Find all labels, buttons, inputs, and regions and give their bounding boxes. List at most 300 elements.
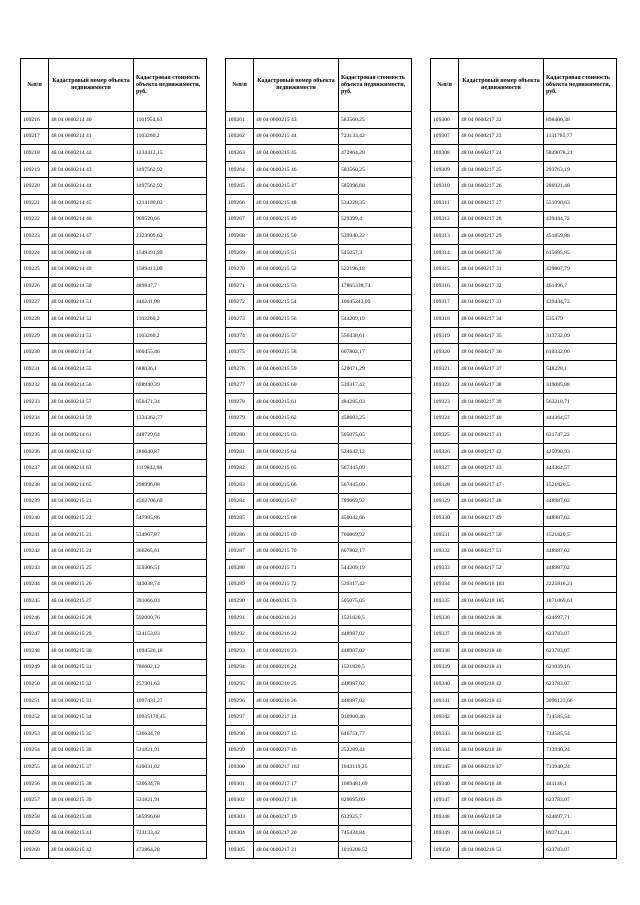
tables-area bbox=[20, 58, 616, 853]
cadastral-value: 448987,02 bbox=[544, 560, 617, 577]
table-header-row bbox=[21, 59, 207, 112]
table-row bbox=[21, 808, 207, 825]
table-row bbox=[226, 377, 412, 394]
cadastral-value: 860455,46 bbox=[134, 344, 207, 361]
cadastral-value: 607802,17 bbox=[339, 543, 412, 560]
cadastral-number: 48 04 0600215 63 bbox=[254, 427, 339, 444]
header-cadastral-value: Кадастровая стоимость объекта недвижимости, руб. bbox=[544, 59, 617, 112]
cadastral-number: 48 04 0600216 24 bbox=[254, 659, 339, 676]
row-number: 109349 bbox=[431, 825, 459, 842]
row-number: 109343 bbox=[431, 725, 459, 742]
cadastral-number: 48 04 0600214 46 bbox=[49, 211, 134, 228]
cadastral-value: 1131785,77 bbox=[544, 128, 617, 145]
table-row bbox=[21, 460, 207, 477]
cadastral-value: 534228,35 bbox=[339, 194, 412, 211]
row-number: 109339 bbox=[431, 659, 459, 676]
cadastral-value: 444364,57 bbox=[544, 460, 617, 477]
cadastral-value: 556438,61 bbox=[339, 327, 412, 344]
table-row bbox=[226, 228, 412, 245]
cadastral-value: 446241,08 bbox=[134, 294, 207, 311]
table-row bbox=[21, 294, 207, 311]
cadastral-number: 48 04 0600215 71 bbox=[254, 560, 339, 577]
row-number: 109290 bbox=[226, 593, 254, 610]
cadastral-number: 48 04 0600215 38 bbox=[49, 775, 134, 792]
table-row bbox=[431, 360, 617, 377]
row-number: 109268 bbox=[226, 228, 254, 245]
table-row bbox=[21, 626, 207, 643]
row-number: 109220 bbox=[21, 178, 49, 195]
cadastral-value: 529399,4 bbox=[339, 211, 412, 228]
cadastral-number: 48 04 0600216 21 bbox=[254, 609, 339, 626]
table-row bbox=[21, 145, 207, 162]
table-row bbox=[226, 360, 412, 377]
cadastral-number: 48 04 0600215 73 bbox=[254, 593, 339, 610]
cadastral-number: 48 04 0600215 50 bbox=[254, 228, 339, 245]
table-row bbox=[21, 676, 207, 693]
cadastral-value: 2323909,62 bbox=[134, 228, 207, 245]
row-number: 109304 bbox=[226, 825, 254, 842]
table-row bbox=[21, 725, 207, 742]
cadastral-number: 48 04 0600217 27 bbox=[459, 194, 544, 211]
cadastral-value: 448729,64 bbox=[134, 427, 207, 444]
cadastral-value: 544209,19 bbox=[339, 311, 412, 328]
table-row bbox=[226, 344, 412, 361]
cadastral-number: 48 04 0600217 40 bbox=[459, 410, 544, 427]
row-number: 109250 bbox=[21, 676, 49, 693]
row-number: 109337 bbox=[431, 626, 459, 643]
table-row bbox=[226, 477, 412, 494]
row-number: 109327 bbox=[431, 460, 459, 477]
cadastral-value: 3096123,66 bbox=[544, 692, 617, 709]
cadastral-value: 441146,1 bbox=[544, 775, 617, 792]
row-number: 109336 bbox=[431, 609, 459, 626]
table-row bbox=[226, 825, 412, 842]
cadastral-number: 48 04 0600218 44 bbox=[459, 709, 544, 726]
cadastral-value: 969520,66 bbox=[134, 211, 207, 228]
cadastral-value: 786602,12 bbox=[134, 659, 207, 676]
cadastral-value: 607802,17 bbox=[339, 344, 412, 361]
cadastral-value: 425090,93 bbox=[544, 443, 617, 460]
row-number: 109310 bbox=[431, 178, 459, 195]
table-row bbox=[226, 593, 412, 610]
table-row bbox=[21, 410, 207, 427]
cadastral-number: 48 04 0600217 38 bbox=[459, 377, 544, 394]
cadastral-value: 1549391,89 bbox=[134, 244, 207, 261]
cadastral-number: 48 04 0600215 23 bbox=[49, 526, 134, 543]
cadastral-value: 585996,68 bbox=[134, 808, 207, 825]
cadastral-number: 48 04 0600215 39 bbox=[49, 792, 134, 809]
cadastral-number: 48 04 0600214 54 bbox=[49, 344, 134, 361]
cadastral-number: 48 04 0600215 53 bbox=[254, 277, 339, 294]
row-number: 109219 bbox=[21, 161, 49, 178]
table-row bbox=[431, 112, 617, 129]
row-number: 109320 bbox=[431, 344, 459, 361]
table-row bbox=[431, 311, 617, 328]
table-row bbox=[21, 692, 207, 709]
cadastral-number: 48 04 0600217 42 bbox=[459, 443, 544, 460]
cadastral-value: 444364,57 bbox=[544, 410, 617, 427]
row-number: 109289 bbox=[226, 576, 254, 593]
table-row bbox=[21, 161, 207, 178]
table-row bbox=[226, 211, 412, 228]
row-number: 109246 bbox=[21, 609, 49, 626]
row-number: 109277 bbox=[226, 377, 254, 394]
table-row bbox=[226, 609, 412, 626]
row-number: 109301 bbox=[226, 775, 254, 792]
table-row bbox=[226, 808, 412, 825]
row-number: 109298 bbox=[226, 725, 254, 742]
cadastral-value: 563218,71 bbox=[544, 394, 617, 411]
row-number: 109350 bbox=[431, 842, 459, 859]
table-row bbox=[226, 427, 412, 444]
table-row bbox=[431, 427, 617, 444]
cadastral-value: 343038,74 bbox=[134, 576, 207, 593]
row-number: 109227 bbox=[21, 294, 49, 311]
cadastral-number: 48 04 0600217 41 bbox=[459, 427, 544, 444]
cadastral-number: 48 04 0600218 183 bbox=[459, 576, 544, 593]
row-number: 109340 bbox=[431, 676, 459, 693]
cadastral-value: 536634,78 bbox=[134, 725, 207, 742]
row-number: 109294 bbox=[226, 659, 254, 676]
cadastral-number: 48 04 0600215 31 bbox=[49, 659, 134, 676]
table-row bbox=[226, 775, 412, 792]
table-row bbox=[226, 394, 412, 411]
table-row bbox=[226, 543, 412, 560]
cadastral-value: 1163260,2 bbox=[134, 311, 207, 328]
cadastral-value: 484285,03 bbox=[339, 394, 412, 411]
table-row bbox=[226, 792, 412, 809]
cadastral-value: 615685,85 bbox=[544, 244, 617, 261]
cadastral-number: 48 04 0600214 44 bbox=[49, 178, 134, 195]
cadastral-number: 48 04 0600214 51 bbox=[49, 294, 134, 311]
table-row bbox=[226, 493, 412, 510]
cadastral-number: 48 04 0600214 59 bbox=[49, 410, 134, 427]
cadastral-number: 48 04 0600218 52 bbox=[459, 842, 544, 859]
table-row bbox=[226, 709, 412, 726]
row-number: 109299 bbox=[226, 742, 254, 759]
table-row bbox=[431, 277, 617, 294]
cadastral-value: 448987,02 bbox=[544, 510, 617, 527]
cadastral-number: 48 04 0600217 48 bbox=[459, 493, 544, 510]
table-row bbox=[431, 676, 617, 693]
table-row bbox=[226, 327, 412, 344]
cadastral-value: 10045243,09 bbox=[339, 294, 412, 311]
cadastral-value: 536634,78 bbox=[134, 775, 207, 792]
table-row bbox=[226, 410, 412, 427]
table-row bbox=[226, 510, 412, 527]
table-row bbox=[226, 294, 412, 311]
row-number: 109221 bbox=[21, 194, 49, 211]
row-number: 109266 bbox=[226, 194, 254, 211]
row-number: 109334 bbox=[431, 576, 459, 593]
row-number: 109243 bbox=[21, 560, 49, 577]
table-row bbox=[226, 244, 412, 261]
cadastral-number: 48 04 0600217 28 bbox=[459, 211, 544, 228]
cadastral-value: 551090,63 bbox=[544, 194, 617, 211]
row-number: 109237 bbox=[21, 460, 49, 477]
cadastral-value: 1214180,03 bbox=[134, 194, 207, 211]
table-row bbox=[431, 543, 617, 560]
table-row bbox=[21, 759, 207, 776]
table-row bbox=[226, 443, 412, 460]
cadastral-value: 319085,88 bbox=[544, 377, 617, 394]
cadastral-number: 48 04 0600218 50 bbox=[459, 808, 544, 825]
table-row bbox=[21, 277, 207, 294]
cadastral-number: 48 04 0600217 37 bbox=[459, 360, 544, 377]
cadastral-number: 48 04 0600215 48 bbox=[254, 194, 339, 211]
table-row bbox=[21, 112, 207, 129]
cadastral-number: 48 04 0600214 41 bbox=[49, 128, 134, 145]
row-number: 109249 bbox=[21, 659, 49, 676]
row-number: 109347 bbox=[431, 792, 459, 809]
table-row bbox=[226, 842, 412, 859]
table-row bbox=[431, 825, 617, 842]
cadastral-value: 1497562,92 bbox=[134, 161, 207, 178]
cadastral-number: 48 04 0600217 21 bbox=[254, 842, 339, 859]
row-number: 109318 bbox=[431, 311, 459, 328]
cadastral-value: 1589413,09 bbox=[134, 261, 207, 278]
cadastral-number: 48 04 0600215 61 bbox=[254, 394, 339, 411]
cadastral-number: 48 04 0600214 62 bbox=[49, 443, 134, 460]
cadastral-number: 48 04 0600215 51 bbox=[254, 244, 339, 261]
table-row bbox=[21, 311, 207, 328]
row-number: 109332 bbox=[431, 543, 459, 560]
cadastral-value: 583560,25 bbox=[339, 112, 412, 129]
registry-table-2 bbox=[225, 58, 412, 859]
cadastral-number: 48 04 0600217 20 bbox=[254, 825, 339, 842]
cadastral-value: 714585,54 bbox=[544, 709, 617, 726]
row-number: 109297 bbox=[226, 709, 254, 726]
row-number: 109229 bbox=[21, 327, 49, 344]
table-row bbox=[226, 178, 412, 195]
cadastral-value: 539317,42 bbox=[339, 377, 412, 394]
row-number: 109275 bbox=[226, 344, 254, 361]
row-number: 109240 bbox=[21, 510, 49, 527]
table-row bbox=[431, 792, 617, 809]
row-number: 109283 bbox=[226, 477, 254, 494]
row-number: 109344 bbox=[431, 742, 459, 759]
cadastral-value: 448987,02 bbox=[339, 692, 412, 709]
row-number: 109312 bbox=[431, 211, 459, 228]
row-number: 109293 bbox=[226, 643, 254, 660]
table-row bbox=[226, 576, 412, 593]
table-row bbox=[431, 261, 617, 278]
cadastral-number: 48 04 0600215 41 bbox=[49, 825, 134, 842]
cadastral-number: 48 04 0600215 69 bbox=[254, 526, 339, 543]
cadastral-value: 1097433,27 bbox=[134, 692, 207, 709]
table-row bbox=[226, 643, 412, 660]
cadastral-number: 48 04 0600215 32 bbox=[49, 676, 134, 693]
row-number: 109269 bbox=[226, 244, 254, 261]
table-row bbox=[431, 775, 617, 792]
cadastral-value: 5849078,21 bbox=[544, 145, 617, 162]
row-number: 109217 bbox=[21, 128, 49, 145]
table-row bbox=[226, 759, 412, 776]
cadastral-value: 439444,72 bbox=[544, 211, 617, 228]
cadastral-value: 898406,38 bbox=[544, 112, 617, 129]
cadastral-value: 458603,25 bbox=[339, 410, 412, 427]
cadastral-value: 1089481,69 bbox=[339, 775, 412, 792]
cadastral-value: 592000,76 bbox=[134, 609, 207, 626]
cadastral-number: 48 04 0600218 47 bbox=[459, 759, 544, 776]
table-body bbox=[226, 112, 412, 859]
row-number: 109254 bbox=[21, 742, 49, 759]
table-row bbox=[226, 725, 412, 742]
table-row bbox=[431, 526, 617, 543]
cadastral-number: 48 04 0600215 68 bbox=[254, 510, 339, 527]
cadastral-value: 359306,51 bbox=[134, 560, 207, 577]
cadastral-value: 621039,16 bbox=[544, 659, 617, 676]
cadastral-number: 48 04 0600217 24 bbox=[459, 145, 544, 162]
cadastral-number: 48 04 0600217 49 bbox=[459, 510, 544, 527]
cadastral-number: 48 04 0600218 39 bbox=[459, 626, 544, 643]
cadastral-number: 48 04 0600218 40 bbox=[459, 643, 544, 660]
table-row bbox=[431, 659, 617, 676]
cadastral-number: 48 04 0600215 43 bbox=[254, 112, 339, 129]
cadastral-number: 48 04 0600215 46 bbox=[254, 161, 339, 178]
registry-table-1 bbox=[20, 58, 207, 859]
table-row bbox=[21, 792, 207, 809]
cadastral-number: 48 04 0600217 30 bbox=[459, 244, 544, 261]
row-number: 109335 bbox=[431, 593, 459, 610]
cadastral-number: 48 04 0600217 25 bbox=[459, 161, 544, 178]
cadastral-number: 48 04 0600214 53 bbox=[49, 327, 134, 344]
cadastral-value: 632925,7 bbox=[339, 808, 412, 825]
cadastral-value: 1521820,5 bbox=[544, 526, 617, 543]
row-number: 109288 bbox=[226, 560, 254, 577]
table-row bbox=[431, 593, 617, 610]
row-number: 109313 bbox=[431, 228, 459, 245]
cadastral-number: 48 04 0600215 30 bbox=[49, 643, 134, 660]
cadastral-value: 1019200,52 bbox=[339, 842, 412, 859]
table-row bbox=[21, 709, 207, 726]
row-number: 109255 bbox=[21, 759, 49, 776]
cadastral-value: 610031,02 bbox=[134, 759, 207, 776]
row-number: 109309 bbox=[431, 161, 459, 178]
row-number: 109252 bbox=[21, 709, 49, 726]
table-row bbox=[226, 261, 412, 278]
cadastral-value: 585996,68 bbox=[339, 178, 412, 195]
table-row bbox=[226, 194, 412, 211]
cadastral-number: 48 04 0600217 36 bbox=[459, 344, 544, 361]
row-number: 109329 bbox=[431, 493, 459, 510]
row-number: 109308 bbox=[431, 145, 459, 162]
cadastral-value: 623783,07 bbox=[544, 643, 617, 660]
cadastral-value: 1334362,77 bbox=[134, 410, 207, 427]
table-row bbox=[21, 261, 207, 278]
cadastral-number: 48 04 0600215 56 bbox=[254, 311, 339, 328]
cadastral-value: 829695,09 bbox=[339, 792, 412, 809]
row-number: 109348 bbox=[431, 808, 459, 825]
cadastral-value: 391066,03 bbox=[134, 593, 207, 610]
row-number: 109306 bbox=[431, 112, 459, 129]
cadastral-number: 48 04 0600218 42 bbox=[459, 676, 544, 693]
cadastral-value: 448987,02 bbox=[339, 643, 412, 660]
cadastral-number: 48 04 0600218 51 bbox=[459, 825, 544, 842]
table-row bbox=[431, 228, 617, 245]
cadastral-value: 1234412,15 bbox=[134, 145, 207, 162]
row-number: 109260 bbox=[21, 842, 49, 859]
table-row bbox=[21, 775, 207, 792]
cadastral-number: 48 04 0600217 52 bbox=[459, 560, 544, 577]
table-body bbox=[431, 112, 617, 859]
row-number: 109270 bbox=[226, 261, 254, 278]
cadastral-value: 893712,41 bbox=[544, 825, 617, 842]
cadastral-value: 1521820,5 bbox=[339, 659, 412, 676]
cadastral-number: 48 04 0600214 50 bbox=[49, 277, 134, 294]
table-row bbox=[226, 112, 412, 129]
cadastral-number: 48 04 0600217 51 bbox=[459, 543, 544, 560]
cadastral-number: 48 04 0600218 49 bbox=[459, 792, 544, 809]
table-row bbox=[431, 626, 617, 643]
header-cadastral-number: Кадастровый номер объекта недвижимости bbox=[459, 59, 544, 112]
row-number: 109216 bbox=[21, 112, 49, 129]
cadastral-value: 713940,24 bbox=[544, 759, 617, 776]
table-row bbox=[21, 327, 207, 344]
cadastral-value: 286921,48 bbox=[544, 178, 617, 195]
row-number: 109323 bbox=[431, 394, 459, 411]
row-number: 109287 bbox=[226, 543, 254, 560]
row-number: 109300 bbox=[226, 759, 254, 776]
cadastral-value: 623783,07 bbox=[544, 626, 617, 643]
cadastral-number: 48 04 0600217 15 bbox=[254, 725, 339, 742]
cadastral-number: 48 04 0600214 61 bbox=[49, 427, 134, 444]
cadastral-number: 48 04 0600215 72 bbox=[254, 576, 339, 593]
table-row bbox=[226, 145, 412, 162]
cadastral-value: 1161954,63 bbox=[134, 112, 207, 129]
cadastral-number: 48 04 0600215 54 bbox=[254, 294, 339, 311]
table-row bbox=[431, 244, 617, 261]
header-number: №п/п bbox=[431, 59, 459, 112]
table-row bbox=[226, 560, 412, 577]
table-row bbox=[226, 626, 412, 643]
cadastral-number: 48 04 0600217 23 bbox=[459, 128, 544, 145]
table-row bbox=[21, 128, 207, 145]
cadastral-number: 48 04 0600217 43 bbox=[459, 460, 544, 477]
cadastral-value: 366265,61 bbox=[134, 543, 207, 560]
row-number: 109303 bbox=[226, 808, 254, 825]
cadastral-value: 623783,07 bbox=[544, 676, 617, 693]
row-number: 109267 bbox=[226, 211, 254, 228]
row-number: 109222 bbox=[21, 211, 49, 228]
table-row bbox=[431, 643, 617, 660]
row-number: 109321 bbox=[431, 360, 459, 377]
row-number: 109296 bbox=[226, 692, 254, 709]
table-row bbox=[21, 194, 207, 211]
registry-table-3 bbox=[430, 58, 617, 859]
cadastral-number: 48 04 0600215 40 bbox=[49, 808, 134, 825]
cadastral-number: 48 04 0600215 59 bbox=[254, 360, 339, 377]
cadastral-value: 531821,91 bbox=[134, 792, 207, 809]
row-number: 109251 bbox=[21, 692, 49, 709]
cadastral-value: 698940,39 bbox=[134, 377, 207, 394]
row-number: 109286 bbox=[226, 526, 254, 543]
table-row bbox=[226, 460, 412, 477]
row-number: 109295 bbox=[226, 676, 254, 693]
table-row bbox=[226, 692, 412, 709]
cadastral-value: 631747,22 bbox=[544, 427, 617, 444]
row-number: 109292 bbox=[226, 626, 254, 643]
row-number: 109241 bbox=[21, 526, 49, 543]
cadastral-number: 48 04 0600215 29 bbox=[49, 626, 134, 643]
row-number: 109234 bbox=[21, 410, 49, 427]
table-row bbox=[431, 576, 617, 593]
cadastral-number: 48 04 0600215 60 bbox=[254, 377, 339, 394]
cadastral-number: 48 04 0600216 26 bbox=[254, 692, 339, 709]
table-row bbox=[21, 842, 207, 859]
cadastral-value: 293763,19 bbox=[544, 161, 617, 178]
table-row bbox=[431, 211, 617, 228]
